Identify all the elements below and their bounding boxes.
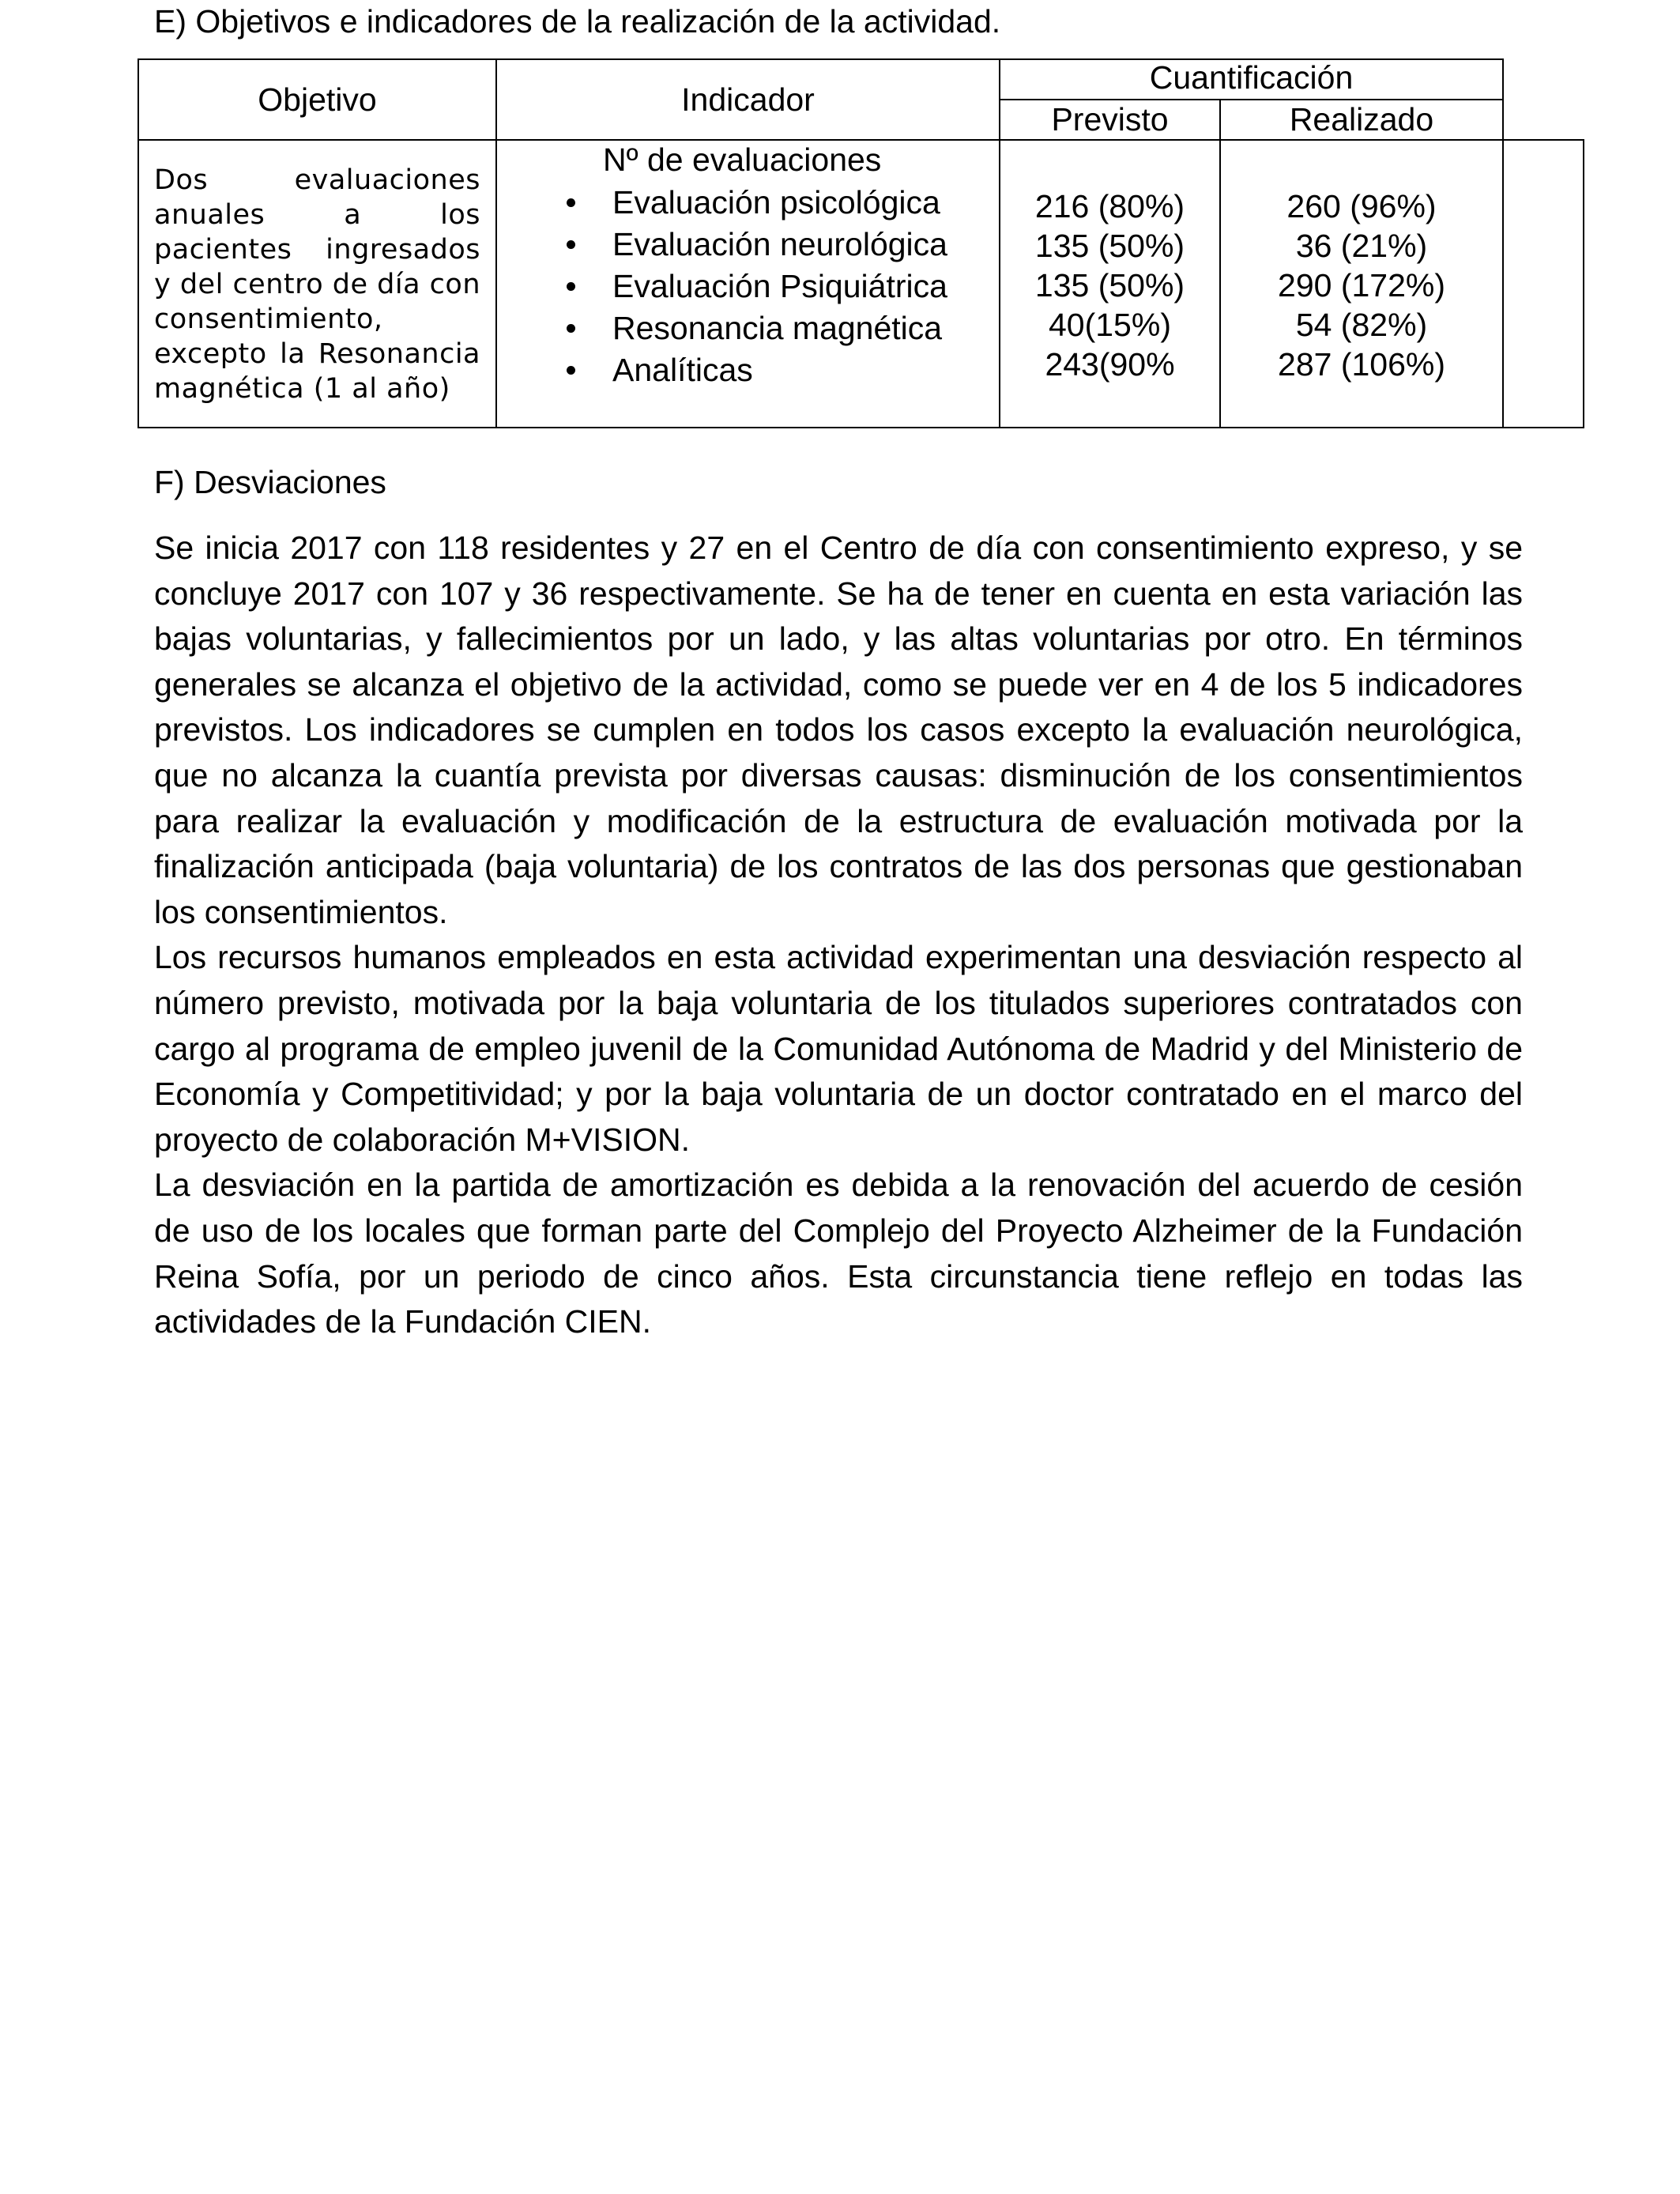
previsto-value: 243(90% [1045, 346, 1175, 383]
list-item: Evaluación psicológica [556, 182, 947, 224]
header-previsto: Previsto [1051, 101, 1169, 138]
realizado-values [1221, 187, 1502, 384]
header-cuantificacion: Cuantificación [1149, 59, 1354, 96]
paragraph: Se inicia 2017 con 118 residentes y 27 en el Centro de día con consentimiento expreso, y se concluye 2017 con 107 y 36 respectivamente. Se ha de tener en cuenta en esta variación las bajas voluntarias, y fallecimientos por un lado, y las altas voluntarias por otro. En términos generales se alcanza el objetivo de la actividad, como se puede ver en 4 de los 5 indicadores previstos. Los indicadores se cumplen en todos los casos excepto la evaluación neurológica, que no alcanza la cuantía prevista por diversas causas: disminución de los consentimientos para realizar la evaluación y modificación de la estructura de evaluación motivada por la finalización anticipada (baja voluntaria) de los contratos de las dos personas que gestionaban los consentimientos. [154, 530, 1523, 930]
previsto-value: 40(15%) [1049, 307, 1171, 343]
list-item: Analíticas [556, 349, 947, 391]
bullet-icon [567, 198, 575, 207]
deviations-body [154, 526, 1523, 1345]
bullet-icon [567, 282, 575, 291]
indicator-title: Nº de evaluaciones [603, 141, 882, 178]
realizado-value: 260 (96%) [1286, 188, 1437, 224]
list-item: Evaluación Psiquiátrica [556, 266, 947, 307]
previsto-value: 135 (50%) [1034, 228, 1185, 264]
section-f-heading: F) Desviaciones [154, 464, 386, 500]
realizado-value: 287 (106%) [1278, 346, 1445, 383]
realizado-value: 36 (21%) [1295, 228, 1428, 264]
objective-description: Dos evaluaciones anuales a los pacientes ingresados y del centro de día con consentimiento, excepto la Resonancia magnética (1 al año) [154, 164, 481, 405]
previsto-value: 135 (50%) [1034, 267, 1185, 303]
table-bottom-border [137, 427, 1584, 428]
bullet-icon [567, 366, 575, 375]
realizado-value: 290 (172%) [1278, 267, 1445, 303]
bullet-icon [567, 240, 575, 249]
bullet-icon [567, 324, 575, 333]
paragraph: La desviación en la partida de amortización es debida a la renovación del acuerdo de cesión de uso de los locales que forman parte del Complejo del Proyecto Alzheimer de la Fundación Reina Sofía, por un periodo de cinco años. Esta circunstancia tiene reflejo en todas las actividades de la Fundación CIEN. [154, 1167, 1523, 1340]
section-e-heading: E) Objetivos e indicadores de la realización de la actividad. [154, 3, 1001, 40]
realizado-right-border [1502, 58, 1504, 428]
previsto-values [1000, 187, 1219, 384]
header-objetivo: Objetivo [258, 81, 377, 118]
table-right-border [1583, 139, 1584, 428]
realizado-value: 54 (82%) [1295, 307, 1428, 343]
header-indicador: Indicador [681, 81, 815, 118]
previsto-value: 216 (80%) [1034, 188, 1185, 224]
paragraph: Los recursos humanos empleados en esta actividad experimentan una desviación respecto al número previsto, motivada por la baja voluntaria de los titulados superiores contratados con cargo al programa de empleo juvenil de la Comunidad Autónoma de Madrid y del Ministerio de Economía y Competitividad; y por la baja voluntaria de un doctor contratado en el marco del proyecto de colaboración M+VISION. [154, 939, 1523, 1158]
list-item: Evaluación neurológica [556, 224, 947, 266]
indicator-list [556, 182, 947, 391]
header-realizado: Realizado [1289, 101, 1434, 138]
list-item: Resonancia magnética [556, 307, 947, 349]
